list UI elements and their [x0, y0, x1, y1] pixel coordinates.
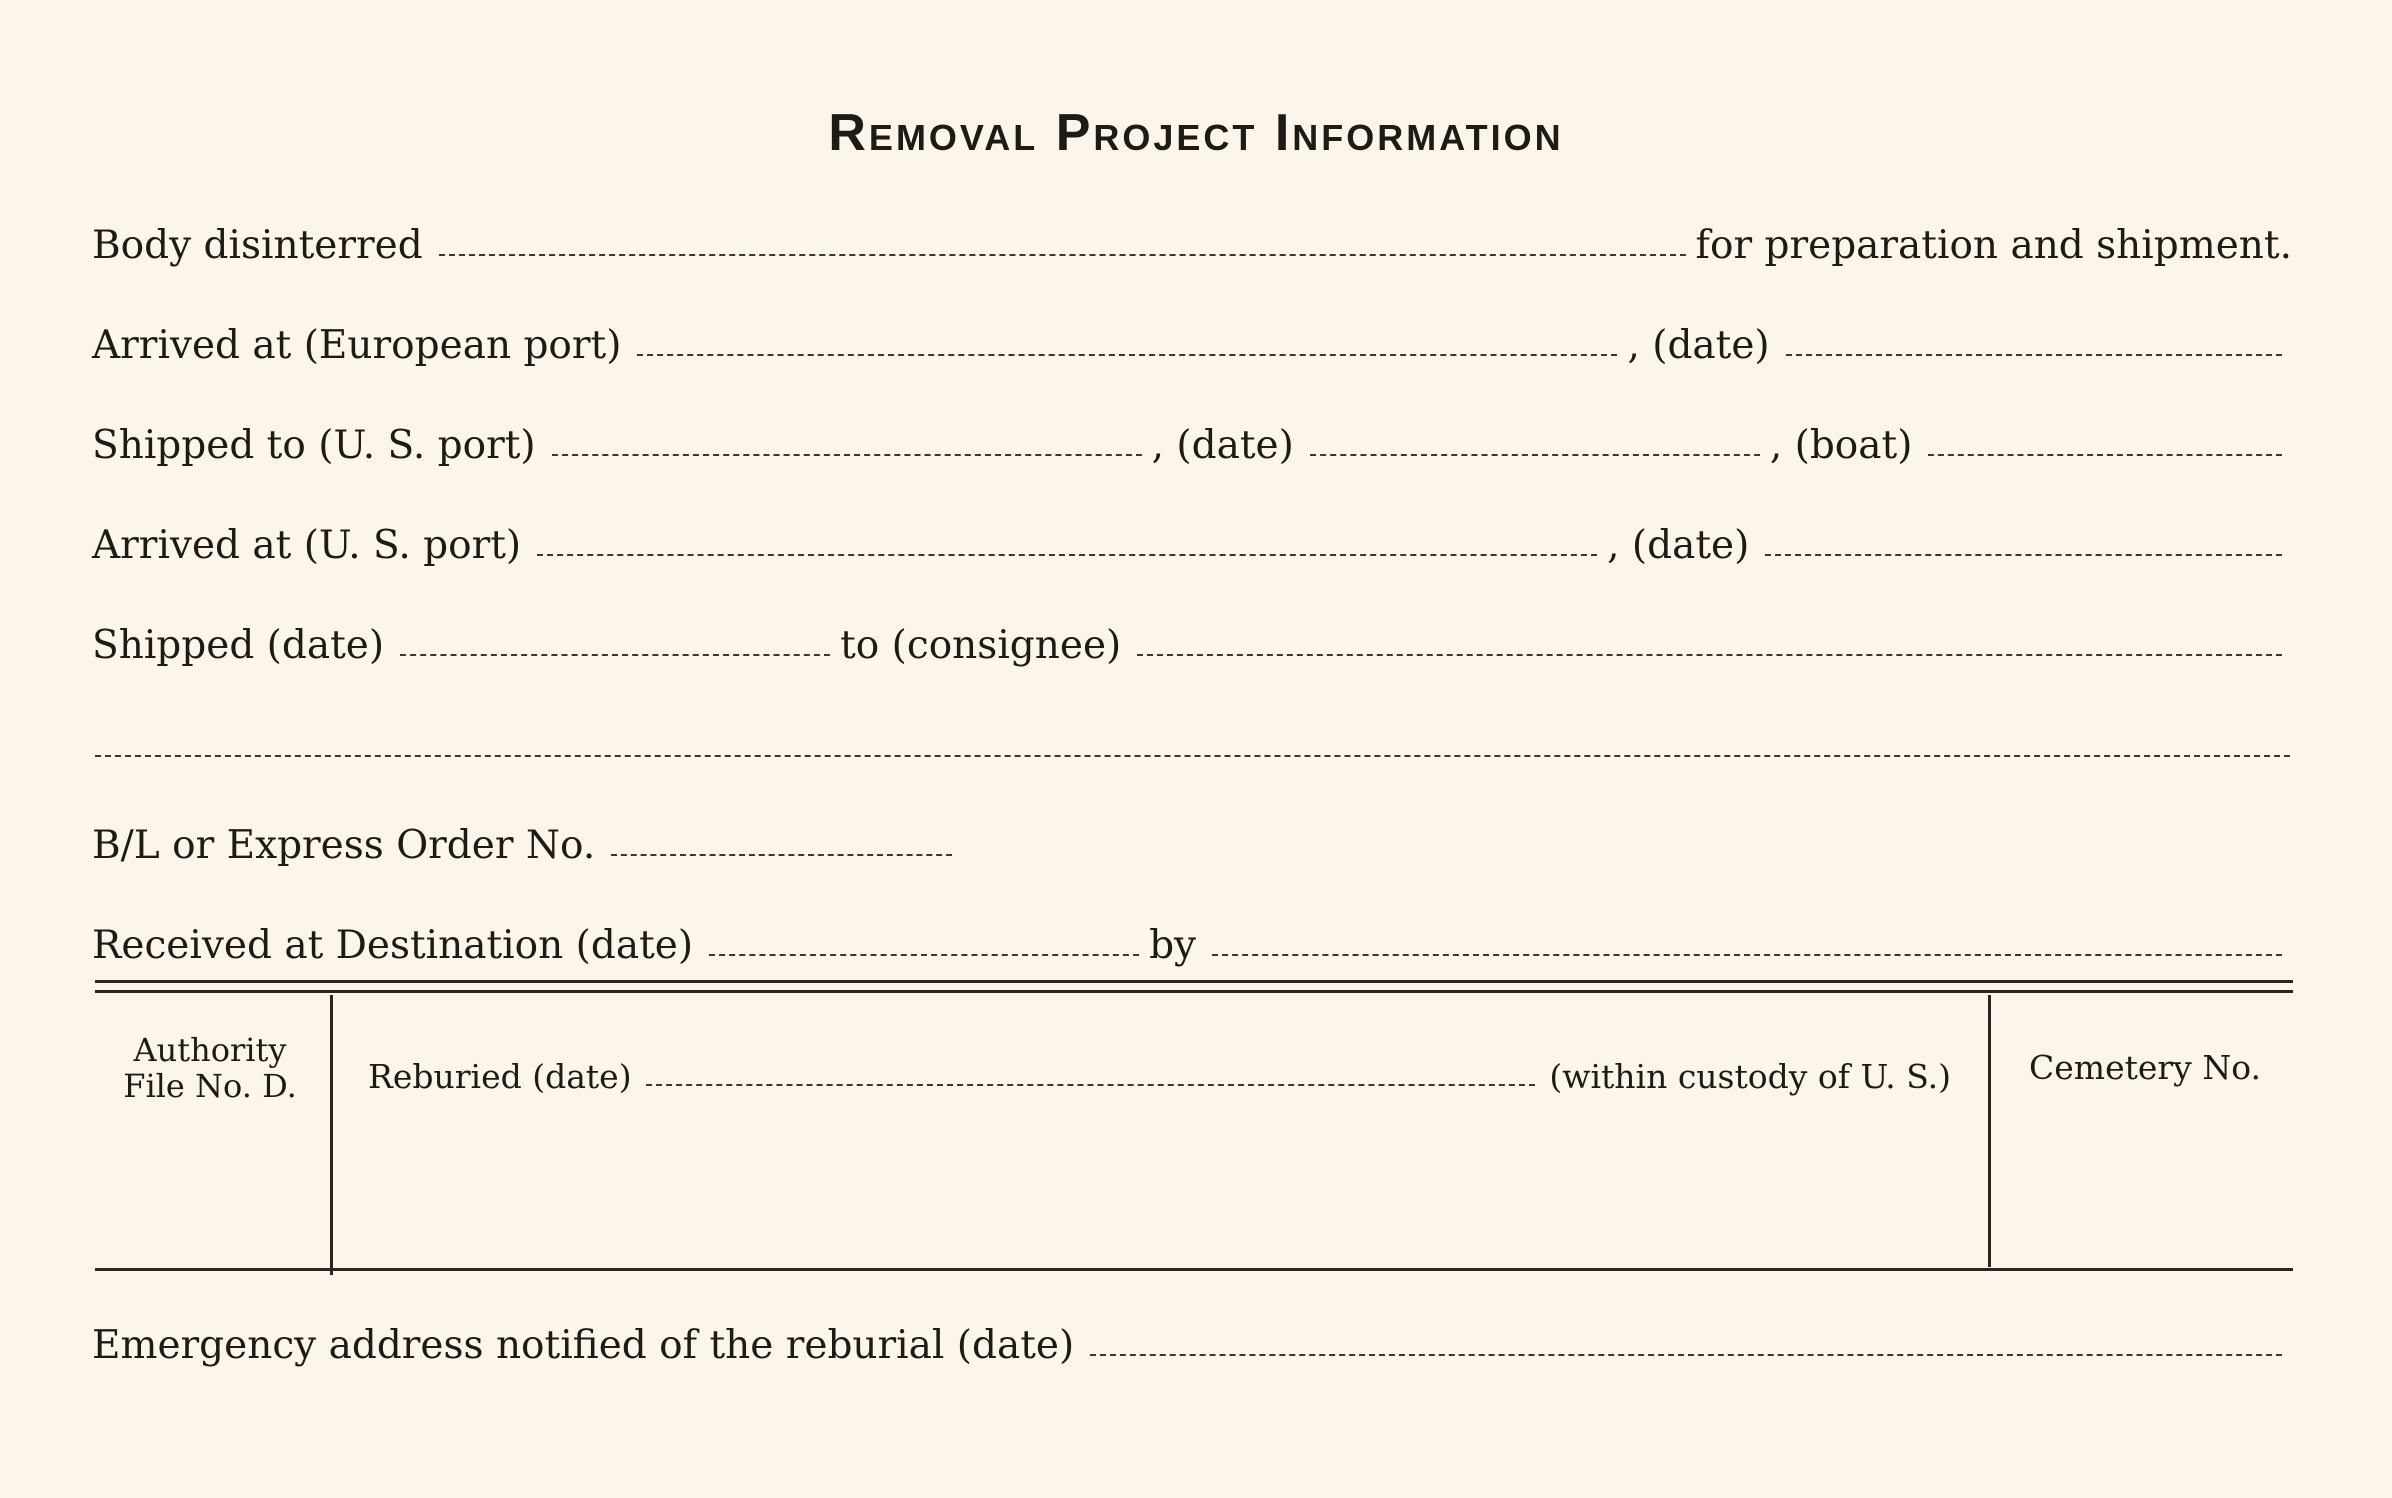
arrived-european-date-field[interactable]: [1786, 354, 2282, 356]
divider-rule-top: [95, 980, 2293, 983]
page-title: Removal Project Information: [828, 104, 1564, 162]
arrived-us-port-field[interactable]: [537, 554, 1597, 556]
arrived-us-date-field[interactable]: [1765, 554, 2282, 556]
arrived-european-date-label: , (date): [1627, 323, 1770, 368]
by-label: by: [1149, 923, 1197, 968]
shipped-to-us-row: [92, 408, 2292, 468]
bl-order-field[interactable]: [611, 854, 952, 856]
reburied-label: Reburied (date): [368, 1057, 632, 1096]
authority-label: [95, 1032, 325, 1104]
reburied-date-field[interactable]: [646, 1084, 1536, 1086]
received-date-field[interactable]: [709, 954, 1139, 956]
received-row: [92, 908, 2292, 968]
shipped-to-us-label: Shipped to (U. S. port): [92, 423, 536, 468]
arrived-us-date-label: , (date): [1607, 523, 1750, 568]
box-bottom-rule: [95, 1268, 2293, 1271]
consignee-field[interactable]: [1137, 654, 2282, 656]
consignee-continuation-field[interactable]: [95, 755, 2290, 757]
divider-rule-bottom: [95, 990, 2293, 993]
cemetery-no-label: Cemetery No.: [2029, 1048, 2261, 1087]
boat-label: , (boat): [1769, 423, 1913, 468]
received-by-field[interactable]: [1212, 954, 2282, 956]
to-consignee-label: to (consignee): [840, 623, 1122, 668]
received-destination-label: Received at Destination (date): [92, 923, 694, 968]
european-port-field[interactable]: [637, 354, 1617, 356]
emergency-date-field[interactable]: [1090, 1354, 2282, 1356]
authority-line1: Authority: [133, 1031, 287, 1069]
shipped-date-label: , (date): [1151, 423, 1294, 468]
arrived-us-row: [92, 508, 2292, 568]
body-disinterred-field[interactable]: [439, 254, 1686, 256]
bl-order-label: B/L or Express Order No.: [92, 823, 596, 868]
arrived-us-label: Arrived at (U. S. port): [92, 523, 522, 568]
emergency-label: Emergency address notified of the reburial (date): [92, 1323, 1075, 1368]
body-disinterred-row: [92, 208, 2292, 268]
arrived-european-label: Arrived at (European port): [92, 323, 622, 368]
box-divider-left: [330, 995, 333, 1275]
reburied-row: [368, 1050, 1951, 1096]
shipped-date-row-label: Shipped (date): [92, 623, 385, 668]
emergency-row: [92, 1308, 2292, 1368]
box-divider-right: [1988, 995, 1991, 1267]
custody-label: (within custody of U. S.): [1549, 1057, 1951, 1096]
shipped-consignee-row: [92, 608, 2292, 668]
boat-field[interactable]: [1928, 454, 2282, 456]
bl-order-row: [92, 808, 962, 868]
shipped-date-field[interactable]: [1310, 454, 1760, 456]
shipped-date-input[interactable]: [400, 654, 830, 656]
body-disinterred-suffix: for preparation and shipment.: [1695, 223, 2292, 268]
us-port-field[interactable]: [552, 454, 1142, 456]
body-disinterred-label: Body disinterred: [92, 223, 423, 268]
arrived-european-row: [92, 308, 2292, 368]
authority-line2: File No. D.: [123, 1067, 297, 1105]
